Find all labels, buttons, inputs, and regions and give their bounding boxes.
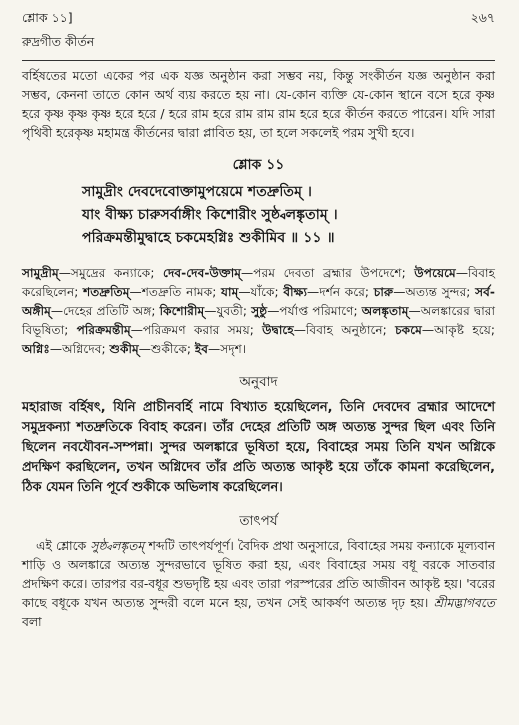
synonym-term: বীক্ষ্য: [283, 285, 308, 299]
synonym-meaning: শতদ্রুতি নামক;: [141, 285, 222, 299]
synonym-term: উপয়েমে: [414, 266, 456, 280]
purport-term: সুষ্ঠ্বলঙ্কৃতম্: [90, 539, 145, 553]
synonym-term: শতদ্রুতিম্: [83, 285, 130, 299]
synonym-dash: —: [455, 266, 468, 280]
synonym-term: অলঙ্কৃতাম্: [361, 304, 409, 318]
synonym-meaning: শুকীকে;: [150, 342, 195, 356]
synonym-meaning: সদৃশ।: [220, 342, 247, 356]
synonym-meaning: সমুদ্রের কন্যাকে;: [70, 266, 164, 280]
synonym-dash: —: [307, 285, 320, 299]
synonym-term: ইব: [194, 342, 209, 356]
synonym-meaning: বিবাহ করেছিলেন;: [22, 266, 495, 299]
synonym-meaning: বিবাহ অনুষ্ঠানে;: [305, 323, 396, 337]
synonym-term: কিশোরীম্: [159, 304, 205, 318]
translation-text: মহারাজ বর্হিষৎ, যিনি প্রাচীনবর্হি নামে বিখ্যাত হয়েছিলেন, তিনি দেবদেব ব্রহ্মার আদেশে সমুদ্রকন্যা শতদ্রুতিকে বিবাহ করেন। তাঁর দেহের প্রতিটি অঙ্গ অত্যন্ত সুন্দর ছিল এবং তিনি ছিলেন নবযৌবন-সম্পন্না। সুন্দর অলঙ্কারে ভূষিতা হয়ে, বিবাহের সময় তিনি যখন অগ্নিকে প্রদক্ষিণ করছিলেন, তখন অগ্নিদেব তাঁর প্রতি অত্যন্ত আকৃষ্ট হয়ে তাঁকে কামনা করেছিলেন, ঠিক যেমন তিনি পূর্বে শুকীকে অভিলাষ করেছিলেন।: [22, 400, 495, 495]
synonym-dash: —: [129, 285, 142, 299]
word-for-word-synonyms: [22, 264, 495, 359]
synonym-dash: —: [238, 285, 251, 299]
synonym-meaning: পরম দেবতা ব্রহ্মার উপদেশে;: [253, 266, 415, 280]
synonym-dash: —: [138, 342, 151, 356]
purport-text: [22, 537, 495, 632]
synonym-term: অগ্নিঃ: [22, 342, 50, 356]
synonym-dash: —: [393, 285, 406, 299]
purport-title: তাৎপর্য: [239, 513, 278, 529]
synonym-dash: —: [204, 304, 217, 318]
verse-line: যাং বীক্ষ্য চারুসর্বাঙ্গীং কিশোরীং সুষ্ঠ্বলঙ্কৃতাম্ ।: [82, 207, 338, 223]
synonym-dash: —: [267, 304, 280, 318]
verse-title: শ্লোক ১১: [232, 157, 285, 173]
synonym-dash: —: [49, 342, 63, 356]
page-header: [22, 10, 495, 34]
synonym-dash: —: [408, 304, 421, 318]
synonym-meaning: আকৃষ্ট হয়ে;: [434, 323, 495, 337]
purport-body: শব্দটি তাৎপর্যপূর্ণ। বৈদিক প্রথা অনুসারে, বিবাহের সময় কন্যাকে মূল্যবান শাড়ি ও অলঙ্কারে অত্যন্ত সুন্দরভাবে ভূষিত করা হয়, এবং বিবাহের সময় বধূ বরকে সাতবার প্রদক্ষিণ করে। তারপর বর-বধূর শুভদৃষ্টি হয় এবং তারা পরস্পরের প্রতি আজীবন আকৃষ্ট হয়। 'বরের কাছে বধূকে যখন অত্যন্ত সুন্দরী বলে মনে হয়, তখন সেই আকর্ষণ অত্যন্ত দৃঢ় হয়।: [22, 539, 495, 610]
synonym-dash: —: [58, 266, 71, 280]
purport-lead: এই শ্লোকে: [36, 539, 91, 553]
synonym-term: শুকীম্: [109, 342, 139, 356]
synonym-meaning: অলঙ্কারের দ্বারা বিভূষিতা;: [22, 304, 495, 337]
synonym-term: সুষ্ঠু: [251, 304, 268, 318]
intro-paragraph: বর্হিষতের মতো একের পর এক যজ্ঞ অনুষ্ঠান করা সম্ভব নয়, কিন্তু সংকীর্তন যজ্ঞ অনুষ্ঠান করা সম্ভব, কেননা তাতে কোন অর্থ ব্যয় করতে হয় না। যে-কোন ব্যক্তি যে-কোন স্থানে বসে হরে কৃষ্ণ হরে কৃষ্ণ কৃষ্ণ কৃষ্ণ হরে হরে / হরে রাম হরে রাম রাম রাম হরে হরে কীর্তন করতে পারেন। যদি সারা পৃথিবী হরেকৃষ্ণ মহামন্ত্র কীর্তনের দ্বারা প্লাবিত হয়, তা হলে সকলেই পরম সুখী হবে।: [22, 69, 495, 140]
synonym-meaning: পর্যাপ্ত পরিমাণে;: [279, 304, 362, 318]
purport-tail: বলা: [22, 615, 42, 629]
synonym-term: দেব-দেব-উক্তাম্: [163, 266, 242, 280]
synonym-dash: —: [50, 304, 64, 318]
translation-title: অনুবাদ: [239, 374, 278, 390]
synonym-dash: —: [130, 323, 143, 337]
synonym-term: সর্ব-অঙ্গীম্: [22, 285, 495, 318]
synonym-dash: —: [421, 323, 435, 337]
header-rule: [22, 60, 495, 61]
chapter-verse-marker: শ্লোক ১১]: [22, 10, 73, 25]
synonym-term: উদ্বাহে: [262, 323, 294, 337]
synonym-term: সামুদ্রীম্: [22, 266, 59, 280]
synonym-meaning: যাঁকে;: [250, 285, 284, 299]
synonym-dash: —: [241, 266, 254, 280]
synonym-dash: —: [293, 323, 306, 337]
synonym-term: চারু: [373, 285, 394, 299]
synonym-term: পরিক্রমন্তীম্: [76, 323, 131, 337]
synonym-meaning: দেহের প্রতিটি অঙ্গ;: [63, 304, 160, 318]
running-title: রুদ্রগীত কীর্তন: [22, 34, 95, 49]
purport-source: শ্রীমদ্ভাগবতে: [433, 596, 495, 610]
synonym-term: যাম্: [221, 285, 239, 299]
verse-line: পরিক্রমন্তীমুদ্বাহে চকমেহগ্নিঃ শুকীমিব ॥ ১১ ॥: [82, 230, 335, 246]
synonym-meaning: পরিক্রমণ করার সময়;: [142, 323, 263, 337]
synonym-meaning: দর্শন করে;: [319, 285, 374, 299]
verse-line: সামুদ্রীং দেবদেবোক্তামুপয়েমে শতদ্রুতিম্ ।: [82, 184, 312, 200]
page-number: ২৬৭: [470, 10, 495, 25]
synonym-meaning: অগ্নিদেব;: [62, 342, 110, 356]
synonym-meaning: যুবতী;: [216, 304, 252, 318]
synonym-term: চকমে: [395, 323, 422, 337]
verse-block: [22, 181, 495, 250]
synonym-dash: —: [208, 342, 221, 356]
synonym-meaning: অত্যন্ত সুন্দর;: [405, 285, 476, 299]
